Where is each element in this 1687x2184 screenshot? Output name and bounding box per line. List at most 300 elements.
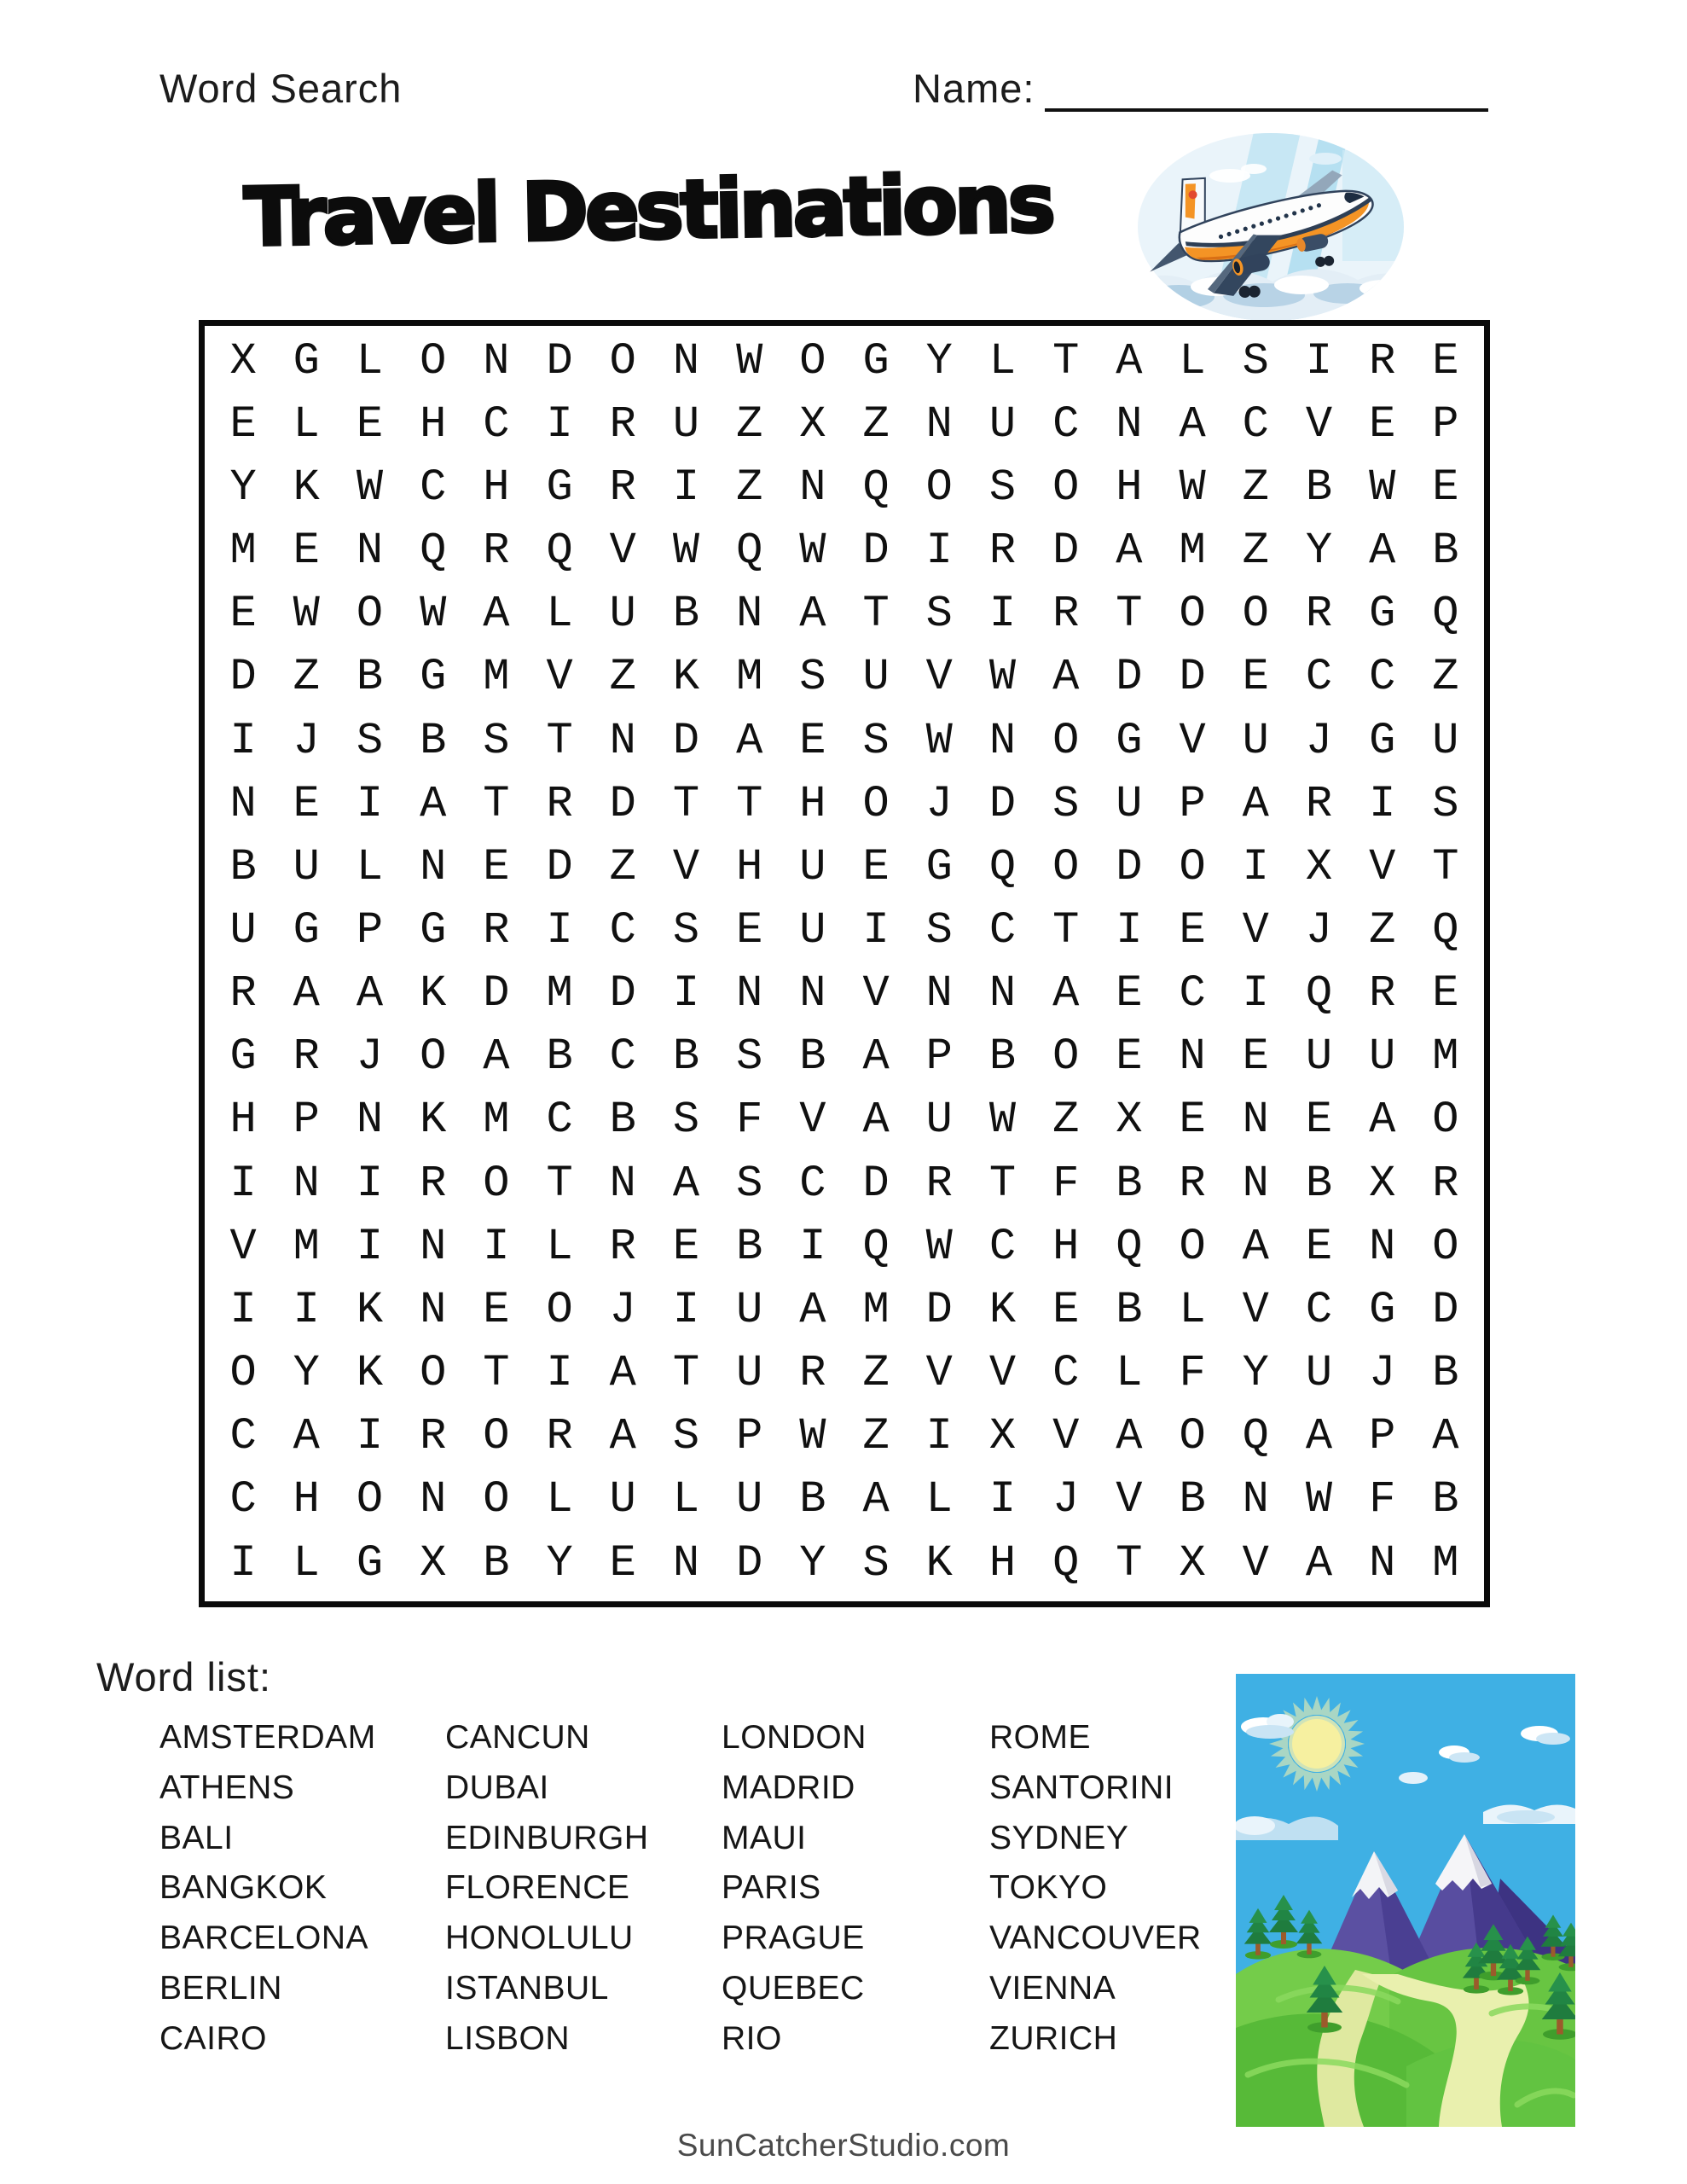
grid-cell: H (1116, 462, 1143, 513)
grid-cell: Y (1242, 1348, 1269, 1399)
grid-cell: I (799, 1221, 826, 1272)
grid-cell: L (356, 841, 384, 892)
grid-cell: Q (862, 462, 890, 513)
grid-cell: G (862, 335, 890, 386)
grid-cell: J (925, 778, 953, 829)
grid-cell: A (420, 778, 447, 829)
grid-cell: V (546, 652, 573, 703)
grid-cell: A (609, 1411, 636, 1462)
grid-cell: E (483, 1284, 510, 1335)
grid-cell: C (609, 904, 636, 956)
grid-cell: T (736, 778, 763, 829)
grid-cell: V (229, 1221, 257, 1272)
grid-cell: T (546, 1158, 573, 1209)
grid-cell: Q (420, 526, 447, 577)
grid-cell: B (609, 1095, 636, 1146)
grid-cell: L (1179, 1284, 1206, 1335)
grid-row (212, 329, 1477, 392)
grid-cell: O (1432, 1221, 1459, 1272)
grid-cell: E (356, 398, 384, 450)
grid-cell: V (1179, 715, 1206, 766)
grid-cell: E (609, 1537, 636, 1589)
grid-cell: N (609, 1158, 636, 1209)
grid-cell: M (546, 968, 573, 1019)
grid-cell: O (1179, 841, 1206, 892)
grid-cell: O (483, 1474, 510, 1525)
grid-cell: V (799, 1095, 826, 1146)
grid-cell: O (356, 1474, 384, 1525)
grid-cell: G (1369, 1284, 1396, 1335)
grid-cell: O (799, 335, 826, 386)
grid-cell: Q (1116, 1221, 1143, 1272)
grid-cell: Q (988, 841, 1017, 892)
grid-cell: E (1242, 652, 1269, 703)
word-list-column (989, 1713, 1202, 2065)
grid-cell: S (862, 1537, 890, 1589)
grid-cell: L (546, 1474, 573, 1525)
grid-cell: U (293, 841, 320, 892)
grid-cell: E (1242, 1031, 1269, 1083)
grid-cell: I (988, 1474, 1017, 1525)
word-list-item: MADRID (722, 1769, 855, 1806)
grid-cell: T (483, 1348, 510, 1399)
grid-cell: B (672, 589, 700, 640)
grid-cell: G (293, 904, 320, 956)
grid-cell: R (925, 1158, 953, 1209)
grid-cell: O (1242, 589, 1269, 640)
puzzle-title: Travel Destinations (243, 157, 1053, 265)
grid-cell: R (1369, 335, 1396, 386)
grid-cell: G (420, 904, 447, 956)
word-list-item: ATHENS (159, 1769, 295, 1806)
grid-cell: I (356, 1411, 384, 1462)
name-label: Name: (913, 66, 1035, 111)
grid-cell: C (229, 1411, 257, 1462)
grid-cell: A (736, 715, 763, 766)
grid-cell: B (672, 1031, 700, 1083)
grid-row (212, 898, 1477, 961)
grid-cell: I (483, 1221, 510, 1272)
word-list-item: ISTANBUL (445, 1969, 609, 2007)
grid-cell: R (293, 1031, 320, 1083)
grid-cell: Y (799, 1537, 826, 1589)
grid-cell: E (1432, 968, 1459, 1019)
grid-cell: E (1116, 968, 1143, 1019)
grid-cell: L (1116, 1348, 1143, 1399)
grid-cell: W (799, 526, 826, 577)
grid-cell: Q (1305, 968, 1333, 1019)
grid-cell: C (483, 398, 510, 450)
grid-cell: V (1052, 1411, 1080, 1462)
grid-cell: Z (293, 652, 320, 703)
grid-cell: B (229, 841, 257, 892)
word-list-item: EDINBURGH (445, 1819, 649, 1856)
word-list-item: BALI (159, 1819, 234, 1856)
grid-cell: J (1305, 715, 1333, 766)
grid-cell: M (229, 526, 257, 577)
grid-cell: N (293, 1158, 320, 1209)
grid-cell: Y (229, 462, 257, 513)
grid-cell: F (736, 1095, 763, 1146)
grid-cell: H (988, 1537, 1017, 1589)
grid-row (212, 1468, 1477, 1531)
grid-cell: D (546, 841, 573, 892)
grid-cell: O (1179, 589, 1206, 640)
grid-cell: N (356, 526, 384, 577)
grid-cell: I (1116, 904, 1143, 956)
grid-row (212, 583, 1477, 646)
grid-cell: O (1052, 841, 1080, 892)
grid-cell: L (293, 1537, 320, 1589)
grid-cell: D (609, 778, 636, 829)
grid-cell: M (483, 652, 510, 703)
grid-row (212, 772, 1477, 835)
grid-cell: U (736, 1474, 763, 1525)
grid-cell: W (293, 589, 320, 640)
grid-cell: V (1305, 398, 1333, 450)
grid-row (212, 962, 1477, 1025)
word-list-item: QUEBEC (722, 1969, 865, 2007)
word-list-item: VIENNA (989, 1969, 1116, 2007)
grid-cell: E (293, 526, 320, 577)
grid-cell: B (1432, 1474, 1459, 1525)
grid-cell: I (229, 1537, 257, 1589)
grid-cell: J (293, 715, 320, 766)
grid-cell: E (483, 841, 510, 892)
grid-cell: N (799, 462, 826, 513)
grid-cell: C (1305, 1284, 1333, 1335)
grid-cell: C (609, 1031, 636, 1083)
grid-cell: T (862, 589, 890, 640)
word-list-item: BANGKOK (159, 1869, 328, 1907)
grid-cell: E (229, 589, 257, 640)
grid-row (212, 709, 1477, 772)
grid-cell: M (736, 652, 763, 703)
word-list-item: FLORENCE (445, 1869, 630, 1907)
grid-row (212, 1089, 1477, 1152)
name-area (913, 65, 1488, 112)
grid-cell: M (1432, 1537, 1459, 1589)
grid-cell: A (1179, 398, 1206, 450)
grid-cell: E (1116, 1031, 1143, 1083)
grid-cell: R (483, 526, 510, 577)
grid-cell: R (609, 462, 636, 513)
grid-cell: I (672, 462, 700, 513)
grid-cell: R (609, 1221, 636, 1272)
grid-cell: R (229, 968, 257, 1019)
grid-cell: D (672, 715, 700, 766)
grid-cell: A (1432, 1411, 1459, 1462)
grid-cell: S (483, 715, 510, 766)
grid-cell: N (799, 968, 826, 1019)
grid-cell: A (1305, 1537, 1333, 1589)
grid-cell: D (925, 1284, 953, 1335)
grid-cell: N (1116, 398, 1143, 450)
grid-cell: N (736, 589, 763, 640)
grid-cell: A (1369, 526, 1396, 577)
grid-cell: S (988, 462, 1017, 513)
grid-cell: R (1305, 778, 1333, 829)
grid-cell: P (1179, 778, 1206, 829)
grid-cell: O (229, 1348, 257, 1399)
grid-cell: R (799, 1348, 826, 1399)
grid-cell: T (672, 1348, 700, 1399)
grid-cell: R (1179, 1158, 1206, 1209)
grid-cell: B (1116, 1284, 1143, 1335)
grid-cell: J (1052, 1474, 1080, 1525)
grid-cell: R (420, 1158, 447, 1209)
grid-cell: V (1242, 1284, 1269, 1335)
grid-cell: U (1305, 1348, 1333, 1399)
grid-cell: V (1369, 841, 1396, 892)
grid-cell: Z (1369, 904, 1396, 956)
grid-cell: N (988, 715, 1017, 766)
grid-cell: R (988, 526, 1017, 577)
grid-cell: I (356, 1158, 384, 1209)
grid-row (212, 1025, 1477, 1089)
grid-cell: V (1116, 1474, 1143, 1525)
grid-cell: Z (736, 462, 763, 513)
grid-cell: J (356, 1031, 384, 1083)
grid-cell: A (1116, 335, 1143, 386)
grid-cell: K (356, 1284, 384, 1335)
grid-cell: R (546, 778, 573, 829)
grid-cell: W (988, 652, 1017, 703)
grid-cell: O (356, 589, 384, 640)
grid-cell: U (736, 1348, 763, 1399)
grid-cell: O (1432, 1095, 1459, 1146)
word-list-item: DUBAI (445, 1769, 549, 1806)
grid-cell: K (988, 1284, 1017, 1335)
grid-cell: U (1305, 1031, 1333, 1083)
grid-cell: Y (925, 335, 953, 386)
grid-cell: H (229, 1095, 257, 1146)
grid-cell: E (293, 778, 320, 829)
grid-cell: D (1116, 841, 1143, 892)
grid-cell: Z (1242, 526, 1269, 577)
grid-cell: C (420, 462, 447, 513)
grid-cell: J (609, 1284, 636, 1335)
grid-cell: Z (862, 1348, 890, 1399)
grid-cell: A (1369, 1095, 1396, 1146)
grid-cell: U (1369, 1031, 1396, 1083)
grid-cell: L (672, 1474, 700, 1525)
grid-cell: X (229, 335, 257, 386)
word-list-item: VANCOUVER (989, 1920, 1202, 1957)
grid-row (212, 392, 1477, 456)
grid-cell: Z (609, 652, 636, 703)
grid-cell: S (862, 715, 890, 766)
grid-cell: Q (1432, 589, 1459, 640)
grid-cell: S (672, 904, 700, 956)
grid-cell: V (1242, 1537, 1269, 1589)
grid-cell: A (483, 589, 510, 640)
grid-cell: N (1369, 1537, 1396, 1589)
grid-cell: O (1179, 1221, 1206, 1272)
grid-cell: W (925, 715, 953, 766)
grid-cell: K (293, 462, 320, 513)
grid-row (212, 1152, 1477, 1215)
grid-cell: S (672, 1411, 700, 1462)
grid-row (212, 1531, 1477, 1594)
grid-cell: W (988, 1095, 1017, 1146)
grid-cell: H (420, 398, 447, 450)
grid-cell: W (356, 462, 384, 513)
grid-cell: S (925, 904, 953, 956)
grid-cell: A (1052, 968, 1080, 1019)
grid-cell: K (420, 1095, 447, 1146)
grid-cell: D (1432, 1284, 1459, 1335)
grid-cell: D (609, 968, 636, 1019)
grid-cell: I (1242, 968, 1269, 1019)
grid-cell: L (546, 589, 573, 640)
grid-cell: V (609, 526, 636, 577)
grid-cell: D (862, 1158, 890, 1209)
grid-cell: H (293, 1474, 320, 1525)
grid-cell: O (1179, 1411, 1206, 1462)
grid-cell: G (293, 335, 320, 386)
grid-cell: N (229, 778, 257, 829)
grid-cell: N (1242, 1095, 1269, 1146)
grid-cell: U (1116, 778, 1143, 829)
grid-cell: B (799, 1031, 826, 1083)
grid-cell: E (799, 715, 826, 766)
grid-cell: P (1369, 1411, 1396, 1462)
grid-cell: N (1242, 1474, 1269, 1525)
grid-cell: U (1242, 715, 1269, 766)
grid-cell: A (609, 1348, 636, 1399)
grid-cell: N (420, 841, 447, 892)
grid-cell: W (1369, 462, 1396, 513)
grid-row (212, 646, 1477, 709)
grid-cell: B (356, 652, 384, 703)
grid-cell: O (483, 1158, 510, 1209)
grid-cell: M (483, 1095, 510, 1146)
grid-cell: W (1179, 462, 1206, 513)
grid-cell: X (1116, 1095, 1143, 1146)
grid-cell: U (609, 1474, 636, 1525)
grid-row (212, 835, 1477, 898)
grid-cell: M (1432, 1031, 1459, 1083)
grid-cell: Z (862, 398, 890, 450)
grid-cell: C (799, 1158, 826, 1209)
grid-cell: L (988, 335, 1017, 386)
grid-cell: I (1305, 335, 1333, 386)
grid-cell: D (1179, 652, 1206, 703)
grid-cell: F (1052, 1158, 1080, 1209)
grid-cell: E (736, 904, 763, 956)
grid-cell: P (925, 1031, 953, 1083)
grid-cell: I (1242, 841, 1269, 892)
grid-cell: Y (546, 1537, 573, 1589)
grid-cell: S (736, 1158, 763, 1209)
word-list-item: ROME (989, 1719, 1091, 1756)
grid-cell: C (229, 1474, 257, 1525)
grid-cell: L (546, 1221, 573, 1272)
grid-cell: T (546, 715, 573, 766)
grid-cell: D (229, 652, 257, 703)
grid-cell: S (799, 652, 826, 703)
grid-cell: Z (736, 398, 763, 450)
grid-cell: A (799, 1284, 826, 1335)
grid-cell: G (1369, 715, 1396, 766)
word-list-item: BERLIN (159, 1969, 282, 2007)
grid-row (212, 456, 1477, 519)
grid-cell: A (672, 1158, 700, 1209)
grid-row (212, 1342, 1477, 1405)
grid-cell: D (862, 526, 890, 577)
grid-cell: I (546, 904, 573, 956)
grid-cell: C (1052, 1348, 1080, 1399)
grid-cell: J (1369, 1348, 1396, 1399)
grid-cell: Q (546, 526, 573, 577)
grid-cell: U (799, 904, 826, 956)
word-list-item: CAIRO (159, 2019, 268, 2057)
grid-cell: H (799, 778, 826, 829)
grid-cell: H (1052, 1221, 1080, 1272)
grid-cell: R (1369, 968, 1396, 1019)
grid-cell: N (925, 968, 953, 1019)
grid-cell: K (356, 1348, 384, 1399)
grid-cell: D (988, 778, 1017, 829)
grid-cell: O (546, 1284, 573, 1335)
grid-cell: U (609, 589, 636, 640)
grid-cell: E (1179, 904, 1206, 956)
doc-type-label: Word Search (159, 66, 403, 111)
grid-cell: N (672, 335, 700, 386)
grid-cell: U (736, 1284, 763, 1335)
grid-cell: A (1305, 1411, 1333, 1462)
grid-cell: N (988, 968, 1017, 1019)
grid-cell: H (483, 462, 510, 513)
grid-cell: Z (1432, 652, 1459, 703)
grid-cell: F (1369, 1474, 1396, 1525)
grid-cell: B (1305, 1158, 1333, 1209)
grid-cell: N (1242, 1158, 1269, 1209)
grid-cell: X (1179, 1537, 1206, 1589)
landscape-illustration (1236, 1674, 1575, 2127)
grid-cell: L (925, 1474, 953, 1525)
sun-icon (1269, 1696, 1365, 1792)
word-list-item: AMSTERDAM (159, 1719, 376, 1756)
grid-cell: E (672, 1221, 700, 1272)
grid-cell: V (1242, 904, 1269, 956)
grid-cell: C (988, 904, 1017, 956)
grid-cell: N (483, 335, 510, 386)
grid-cell: A (1116, 526, 1143, 577)
grid-cell: N (609, 715, 636, 766)
grid-cell: H (736, 841, 763, 892)
grid-cell: C (1305, 652, 1333, 703)
grid-cell: E (862, 841, 890, 892)
grid-cell: O (925, 462, 953, 513)
name-fill-line (1045, 71, 1488, 112)
grid-cell: S (1432, 778, 1459, 829)
grid-cell: N (736, 968, 763, 1019)
grid-cell: W (736, 335, 763, 386)
grid-cell: M (1179, 526, 1206, 577)
grid-cell: Y (1305, 526, 1333, 577)
grid-cell: C (1369, 652, 1396, 703)
grid-cell: P (736, 1411, 763, 1462)
grid-cell: U (862, 652, 890, 703)
grid-cell: Y (293, 1348, 320, 1399)
grid-cell: B (1179, 1474, 1206, 1525)
grid-cell: E (1179, 1095, 1206, 1146)
grid-cell: M (862, 1284, 890, 1335)
grid-cell: N (1369, 1221, 1396, 1272)
grid-cell: U (799, 841, 826, 892)
